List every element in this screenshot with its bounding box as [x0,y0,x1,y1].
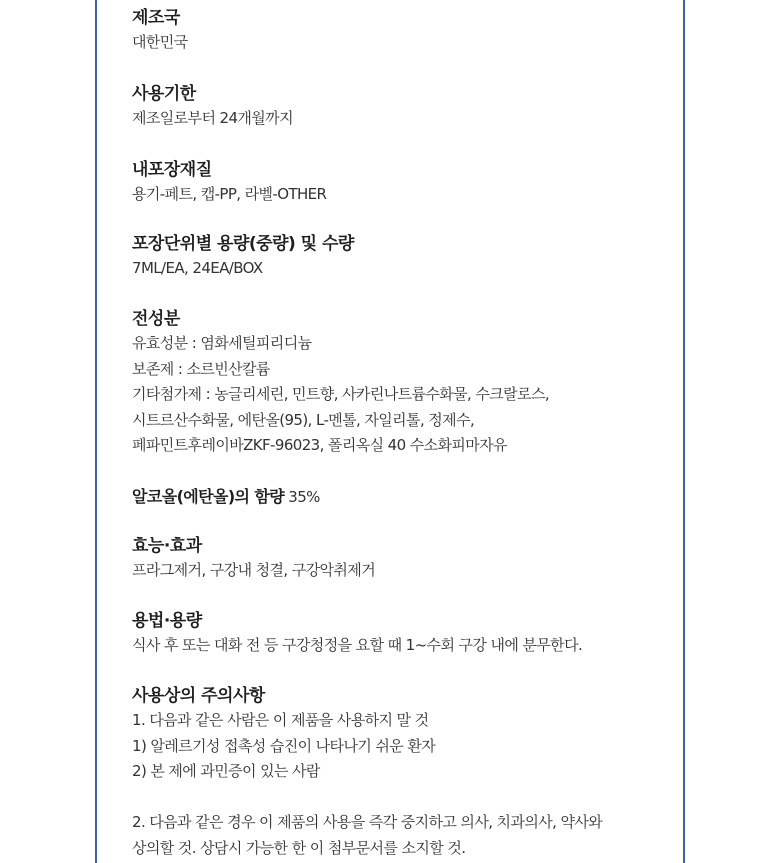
right-border-line [683,0,685,863]
section-title: 내포장재질 [132,160,212,180]
section-line: 2. 다음과 같은 경우 이 제품의 사용을 즉각 중지하고 의사, 치과의사, 약사와 [132,813,603,831]
section-line: 보존제 : 소르빈산칼륨 [132,359,270,378]
section-line: 페파민트후레이바ZKF-96023, 폴리옥실 40 수소화피마자유 [132,436,507,454]
section-expiry [132,82,672,158]
section-line: 프라그제거, 구강내 청결, 구강악취제거 [132,561,376,579]
section-line: 상의할 것. 상담시 가능한 한 이 첨부문서를 소지할 것. [132,838,466,857]
section-packaging-material [132,158,672,232]
section-line: 기타첨가제 : 농글리세린, 민트향, 사카린나트륨수화물, 수크랄로스, [132,385,549,403]
section-title: 사용상의 주의사항 [132,686,265,706]
section-title: 포장단위별 용량(중량) 및 수량 [132,234,354,254]
section-line: 제조일로부터 24개월까지 [132,109,293,127]
section-precautions [132,684,672,810]
section-line: 식사 후 또는 대화 전 등 구강청정을 요할 때 1~수회 구강 내에 분무한다. [132,636,583,654]
section-title: 효능·효과 [132,536,202,556]
section-alcohol [132,484,672,534]
product-info-document [132,6,672,861]
alcohol-value: 35% [288,488,320,506]
section-ingredients [132,307,672,484]
alcohol-row [132,484,672,510]
section-line: 2) 본 제에 과민증이 있는 사람 [132,762,320,780]
alcohol-label: 알코올(에탄올)의 함량 [132,487,285,506]
left-border-line [95,0,97,863]
section-usage [132,609,672,684]
section-title: 제조국 [132,8,180,28]
section-title: 전성분 [132,309,180,329]
section-efficacy [132,534,672,609]
section-title: 용법·용량 [132,611,202,631]
section-line: 7ML/EA, 24EA/BOX [132,259,263,277]
section-country [132,6,672,82]
section-line: 1) 알레르기성 접촉성 습진이 나타나기 쉬운 환자 [132,736,436,755]
section-package-quantity [132,232,672,307]
section-line: 유효성분 : 염화세틸피리디늄 [132,334,312,352]
section-title: 사용기한 [132,84,196,104]
section-line: 용기-페트, 캡-PP, 라벨-OTHER [132,185,327,203]
section-precautions-2 [132,810,672,861]
section-line: 대한민국 [132,33,188,51]
section-line: 1. 다음과 같은 사람은 이 제품을 사용하지 말 것 [132,711,429,729]
section-line: 시트르산수화물, 에탄올(95), L-멘톨, 자일리톨, 정제수, [132,410,475,429]
